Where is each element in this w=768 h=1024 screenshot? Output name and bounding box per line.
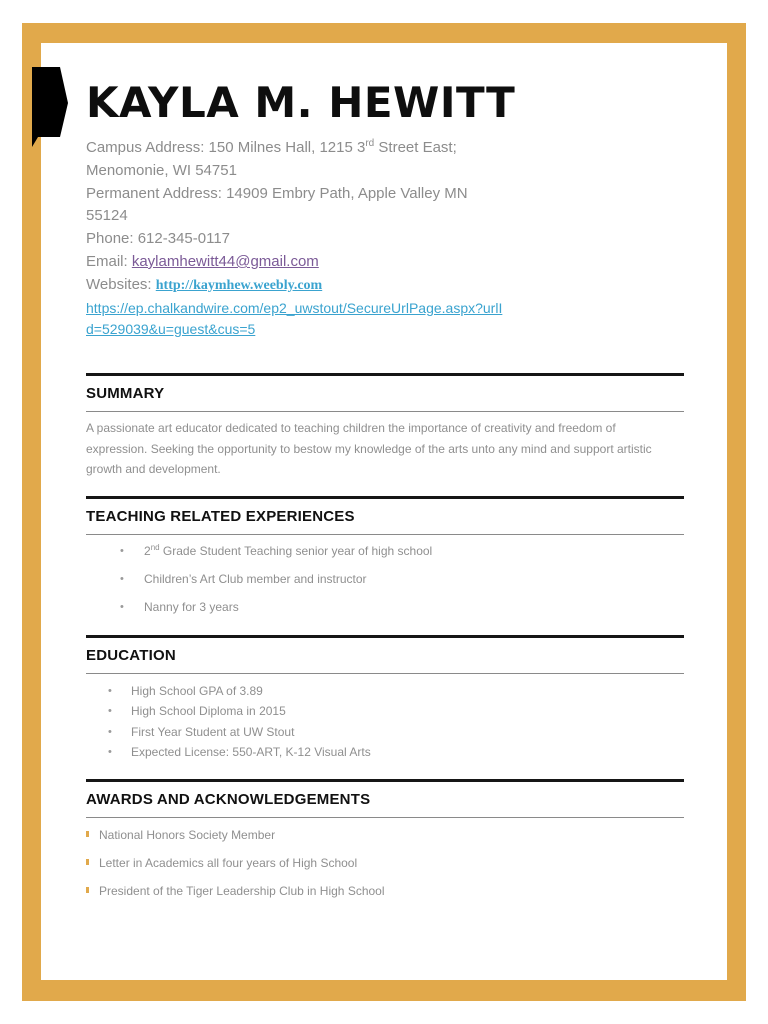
summary-text: A passionate art educator dedicated to teaching children the importance of creativity and freedom of expression. Seeking the opportunity to bestow my knowledge of the arts unto any mind and support artistic growth and development. [86, 421, 652, 476]
bullet-icon: • [108, 745, 112, 758]
campus-address-text: Campus Address: 150 Milnes Hall, 1215 3 [86, 139, 366, 156]
education-item-text: First Year Student at UW Stout [131, 724, 295, 739]
bullet-icon: • [120, 573, 124, 585]
websites-line [86, 274, 502, 298]
experience-section-header [86, 496, 684, 535]
campus-address-street: Street East; [374, 139, 457, 156]
bullet-icon: • [108, 705, 112, 718]
experience-item-text: 2 [144, 544, 151, 558]
ordinal-suffix: rd [365, 138, 375, 149]
education-list [108, 683, 371, 764]
campus-address-line1 [86, 137, 502, 160]
experience-item-text: Children’s Art Club member and instructor [144, 572, 367, 586]
education-item-text: High School GPA of 3.89 [131, 684, 263, 698]
list-item [120, 543, 433, 571]
campus-address-line2: Menomonie, WI 54751 [86, 161, 237, 179]
award-item-text: Letter in Academics all four years of High School [99, 856, 358, 870]
name-tab-marker [32, 67, 68, 147]
phone-line: Phone: 612-345-0117 [86, 230, 231, 248]
weebly-link[interactable]: http://kaymhew.weebly.com [155, 277, 323, 293]
list-item [120, 571, 432, 599]
list-item [99, 827, 385, 855]
square-bullet-icon [86, 887, 89, 893]
bullet-icon: • [120, 601, 124, 613]
education-heading: EDUCATION [86, 647, 176, 664]
list-item [99, 855, 385, 883]
bullet-icon: • [120, 545, 124, 557]
square-bullet-icon [86, 859, 89, 865]
square-bullet-icon [86, 831, 89, 837]
list-item [108, 744, 371, 764]
experience-heading: TEACHING RELATED EXPERIENCES [86, 508, 355, 525]
awards-heading: AWARDS AND ACKNOWLEDGEMENTS [86, 791, 371, 808]
permanent-address-line1: Permanent Address: 14909 Embry Path, Apple Valley MN [86, 184, 468, 202]
award-item-text: National Honors Society Member [99, 828, 276, 842]
awards-list [99, 827, 385, 911]
chalkandwire-link-line1[interactable]: https://ep.chalkandwire.com/ep2_uwstout/SecureUrlPage.aspx?urlI [86, 299, 503, 316]
experience-list [120, 543, 433, 627]
email-label: Email: [86, 252, 132, 270]
permanent-address-line2: 55124 [86, 207, 128, 225]
summary-section-header [86, 373, 684, 412]
email-link[interactable]: kaylamhewitt44@gmail.com [131, 252, 319, 270]
section-rule-bottom [86, 817, 684, 818]
section-rule-bottom [86, 534, 684, 535]
list-item [108, 683, 371, 703]
experience-item-text: Nanny for 3 years [144, 600, 239, 614]
education-section-header [86, 635, 684, 674]
section-rule-bottom [86, 673, 684, 674]
candidate-name: KAYLA M. HEWITT [86, 78, 516, 127]
contact-block [86, 137, 502, 340]
list-item [108, 703, 371, 723]
chalkandwire-link-line2[interactable]: d=529039&u=guest&cus=5 [86, 320, 256, 337]
list-item [99, 883, 385, 911]
list-item [108, 724, 371, 744]
section-rule-bottom [86, 411, 684, 412]
list-item [120, 599, 432, 627]
bullet-icon: • [108, 725, 112, 738]
email-line [86, 251, 502, 274]
summary-heading: SUMMARY [86, 385, 165, 402]
awards-section-header [86, 779, 684, 818]
award-item-text: President of the Tiger Leadership Club in High School [99, 884, 385, 898]
bullet-icon: • [108, 685, 112, 697]
education-item-text: Expected License: 550-ART, K-12 Visual Arts [131, 744, 371, 759]
experience-item-text: Grade Student Teaching senior year of high school [159, 544, 433, 558]
education-item-text: High School Diploma in 2015 [131, 704, 286, 719]
ordinal-suffix: nd [150, 543, 160, 552]
websites-label: Websites: [86, 275, 156, 293]
